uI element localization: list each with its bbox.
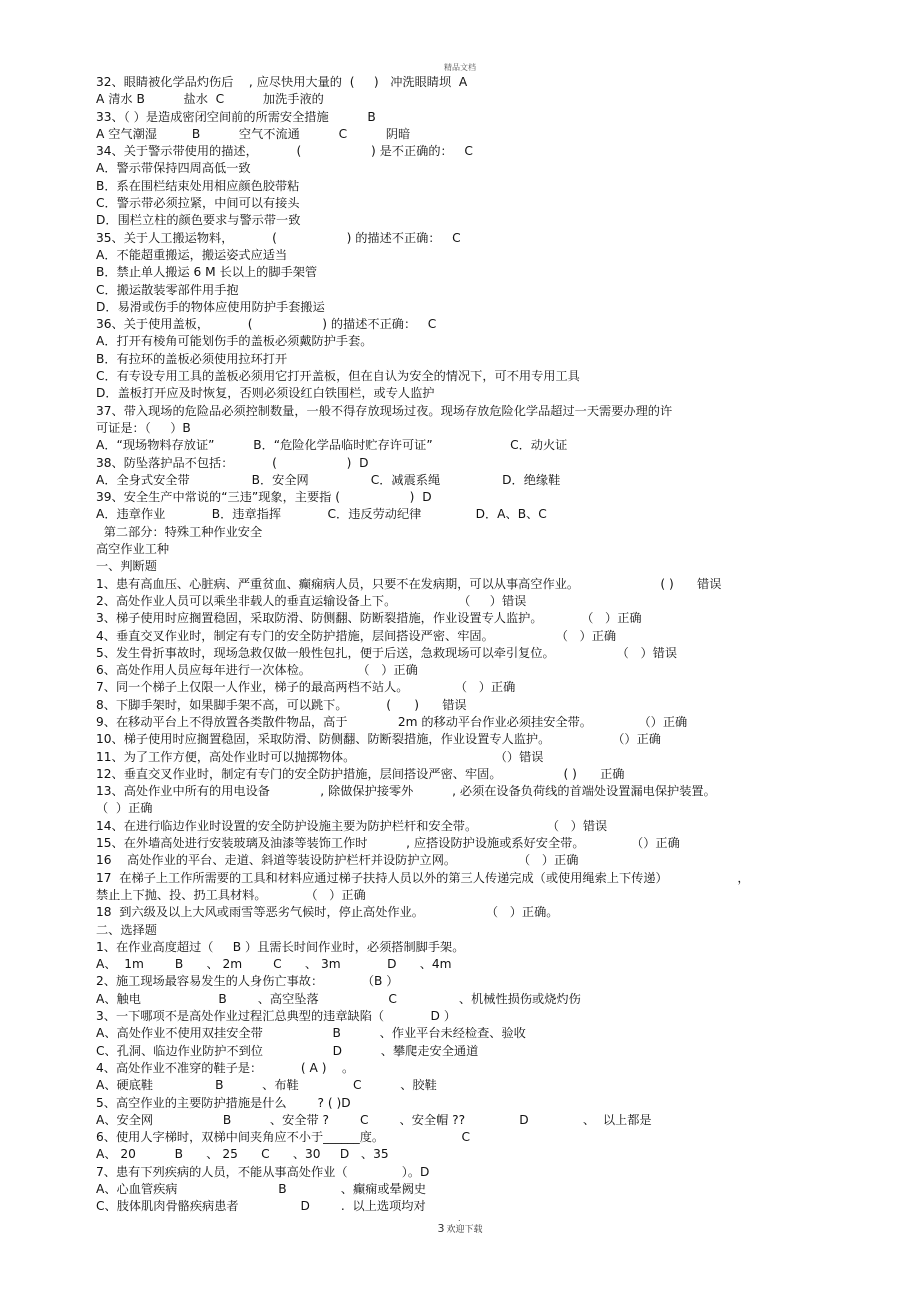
text-line: D．易滑或伤手的物体应使用防护手套搬运 bbox=[96, 299, 325, 314]
text-line: 6、高处作用人员应每年进行一次体检。 （ ）正确 bbox=[96, 663, 418, 678]
text-line: 3、梯子使用时应搁置稳固，采取防滑、防侧翻、防断裂措施，作业设置专人监护。 （ ）正确 bbox=[96, 611, 642, 626]
text-line: 3、一下哪项不是高处作业过程汇总典型的违章缺陷（ D ） bbox=[96, 1009, 457, 1024]
text-line: 34、关于警示带使用的描述， ( ) 是不正确的： C bbox=[96, 144, 473, 159]
text-line: C．警示带必须拉紧，中间可以有接头 bbox=[96, 196, 300, 211]
text-line: 39、安全生产中常说的“三违”现象，主要指 ( ) D bbox=[96, 490, 432, 505]
text-line: A、安全网 B 、安全带 ? C 、安全帽 ?? D 、 以上都是 bbox=[96, 1112, 652, 1127]
text-line: 二、选择题 bbox=[96, 922, 157, 937]
footer-dot: . bbox=[458, 1214, 461, 1223]
text-line: 16 高处作业的平台、走道、斜道等装设防护栏杆并设防护立网。 （ ）正确 bbox=[96, 853, 579, 868]
text-line: 18 到六级及以上大风或雨雪等恶劣气候时，停止高处作业。 （ ）正确。 bbox=[96, 905, 559, 920]
text-line: A、硬底鞋 B 、布鞋 C 、胶鞋 bbox=[96, 1078, 437, 1093]
text-line: A．不能超重搬运，搬运姿式应适当 bbox=[96, 247, 288, 262]
text-line: 12、垂直交叉作业时，制定有专门的安全防护措施，层间搭设严密、牢固。 ( ) 正确 bbox=[96, 766, 625, 781]
text-line: 10、梯子使用时应搁置稳固，采取防滑、防侧翻、防断裂措施，作业设置专人监护。 （）正确 bbox=[96, 732, 661, 747]
text-line: （ ）正确 bbox=[96, 801, 153, 816]
text-line: 7、患有下列疾病的人员，不能从事高处作业（ ）。D bbox=[96, 1164, 430, 1179]
text-line: 1、患有高血压、心脏病、严重贫血、癫痫病人员，只要不在发病期，可以从事高空作业。 ( ) 错误 bbox=[96, 576, 722, 591]
text-line: A．违章作业 B．违章指挥 C．违反劳动纪律 D．A、B、C bbox=[96, 507, 547, 522]
text-line: 13、高处作业中所有的用电设备 , 除做保护接零外 , 必须在设备负荷线的首端处设置漏电保护装置。 bbox=[96, 784, 716, 799]
text-line: D．围栏立柱的颜色要求与警示带一致 bbox=[96, 213, 301, 228]
text-line: C、孔洞、临边作业防护不到位 D 、攀爬走安全通道 bbox=[96, 1043, 479, 1058]
text-line: A．警示带保持四周高低一致 bbox=[96, 161, 251, 176]
text-line: A、触电 B 、高空坠落 C 、机械性损伤或烧灼伤 bbox=[96, 991, 581, 1006]
text-line: 9、在移动平台上不得放置各类散件物品，高于 2m 的移动平台作业必须挂安全带。 （）正确 bbox=[96, 714, 688, 729]
text-line: 32、眼睛被化学品灼伤后 , 应尽快用大量的 ( ) 冲洗眼睛坝 A bbox=[96, 75, 468, 89]
text-line: 1、在作业高度超过（ B ）且需长时间作业时，必须搭制脚手架。 bbox=[96, 939, 465, 954]
text-line: 7、同一个梯子上仅限一人作业，梯子的最高两档不站人。 （ ）正确 bbox=[96, 680, 516, 695]
text-line: 第二部分：特殊工种作业安全 bbox=[96, 524, 263, 539]
page-header: 精品文档 bbox=[444, 63, 476, 72]
page-footer bbox=[0, 1214, 920, 1235]
text-line: 禁止上下抛、投、扔工具材料。 （ ）正确 bbox=[96, 887, 366, 902]
text-line: B．系在围栏结束处用相应颜色胶带粘 bbox=[96, 178, 300, 193]
text-line: 一、判断题 bbox=[96, 559, 157, 574]
page-number: 3 bbox=[437, 1222, 445, 1235]
text-line: 14、在进行临边作业时设置的安全防护设施主要为防护栏杆和安全带。 （ ）错误 bbox=[96, 818, 608, 833]
text-line: 5、高空作业的主要防护措施是什么 ? ( )D bbox=[96, 1095, 351, 1110]
text-line: 38、防坠落护品不包括： ( ) D bbox=[96, 455, 369, 470]
text-line: A、 1m B 、 2m C 、 3m D 、4m bbox=[96, 957, 452, 972]
text-line: 37、带入现场的危险品必须控制数量，一般不得存放现场过夜。现场存放危险化学品超过一天需要办理的许 bbox=[96, 403, 673, 418]
text-line: A．全身式安全带 B．安全网 C．减震系绳 D．绝缘鞋 bbox=[96, 472, 561, 487]
text-line: 11、为了工作方便，高处作业时可以抛掷物体。 （）错误 bbox=[96, 749, 544, 764]
text-line: A．“现场物料存放证” B．“危险化学品临时贮存许可证” C．动火证 bbox=[96, 438, 568, 453]
text-line: 2、高处作业人员可以乘坐非载人的垂直运输设备上下。 （ ）错误 bbox=[96, 593, 527, 608]
text-line: 15、在外墙高处进行安装玻璃及油漆等装饰工作时 , 应搭设防护设施或系好安全带。 （）正确 bbox=[96, 836, 680, 851]
text-line: 33、（ ）是造成密闭空间前的所需安全措施 B bbox=[96, 109, 376, 124]
text-line: 可证是：（ ）B bbox=[96, 420, 191, 435]
text-line: A．打开有棱角可能划伤手的盖板必须戴防护手套。 bbox=[96, 334, 373, 349]
document-body bbox=[96, 74, 866, 1216]
text-line: A、心血管疾病 B 、癫痫或晕阙史 bbox=[96, 1182, 427, 1196]
text-line: C．搬运散装零部件用手抱 bbox=[96, 282, 239, 297]
text-line: 4、垂直交叉作业时，制定有专门的安全防护措施，层间搭设严密、牢固。 （ ）正确 bbox=[96, 628, 617, 643]
text-line: A、 20 B 、 25 C 、30 D 、35 bbox=[96, 1147, 389, 1162]
text-line: A 空气潮湿 B 空气不流通 C 阴暗 bbox=[96, 126, 411, 141]
text-line: B．禁止单人搬运 6 M 长以上的脚手架管 bbox=[96, 265, 318, 280]
text-line: 8、下脚手架时，如果脚手架不高，可以跳下。 ( ) 错误 bbox=[96, 697, 467, 712]
text-line: 5、发生骨折事故时，现场急救仅做一般性包扎，便于后送，急救现场可以牵引复位。 （ ）错误 bbox=[96, 645, 678, 660]
text-line: D．盖板打开应及时恢复，否则必须设红白铁围栏，或专人监护 bbox=[96, 386, 435, 401]
text-line: 35、关于人工搬运物料， ( ) 的描述不正确： C bbox=[96, 230, 461, 245]
text-line: A、高处作业不使用双挂安全带 B 、作业平台未经检查、验收 bbox=[96, 1026, 526, 1041]
text-line: 高空作业工种 bbox=[96, 542, 170, 557]
text-line: C、肢体肌肉骨骼疾病患者 D . 以上选项均对 bbox=[96, 1199, 426, 1214]
text-line: A 清水 B 盐水 C 加洗手液的 bbox=[96, 92, 324, 107]
text-line: 4、高处作业不准穿的鞋子是： ( A ) 。 bbox=[96, 1060, 355, 1075]
text-line: 6、使用人字梯时，双梯中间夹角应不小于______度。 C bbox=[96, 1130, 471, 1145]
text-line: 17 在梯子上工作所需要的工具和材料应通过梯子扶持人员以外的第三人传递完成（或使用绳索上下传递） ， bbox=[96, 870, 750, 885]
text-line: 2、施工现场最容易发生的人身伤亡事故： （B ） bbox=[96, 974, 399, 989]
footer-label: 欢迎下载 bbox=[446, 1225, 483, 1235]
text-line: B．有拉环的盖板必须使用拉环打开 bbox=[96, 351, 288, 366]
text-line: 36、关于使用盖板， ( ) 的描述不正确： C bbox=[96, 317, 437, 332]
text-line: C．有专设专用工具的盖板必须用它打开盖板，但在自认为安全的情况下，可不用专用工具 bbox=[96, 369, 580, 384]
